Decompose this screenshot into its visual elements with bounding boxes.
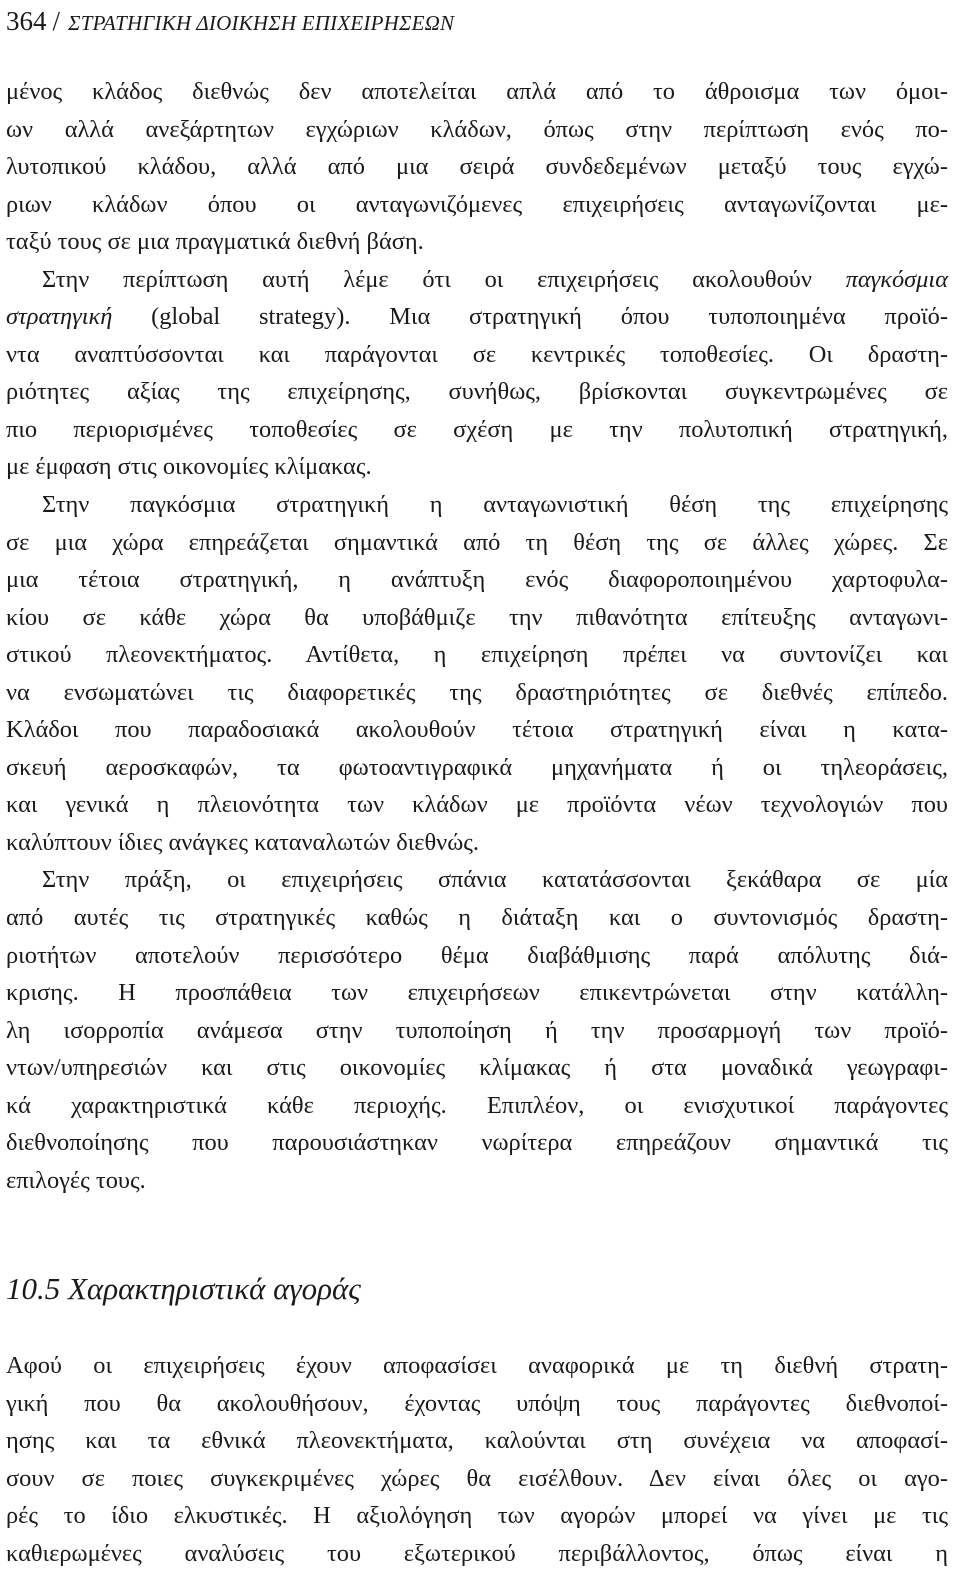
line-text: σε μια χώρα επηρεάζεται σημαντικά από τη θέση της σε άλλες χώρες. Σε	[6, 528, 948, 556]
text-line	[6, 824, 948, 862]
text-line	[6, 937, 948, 975]
text-line	[6, 786, 948, 824]
text-line	[6, 749, 948, 787]
line-text: Κλάδοι που παραδοσιακά ακολουθούν τέτοια στρατηγική είναι η κατα-	[6, 716, 948, 744]
text-line	[6, 448, 948, 486]
line-text: από αυτές τις στρατηγικές καθώς η διάταξη και ο συντονισμός δραστη-	[6, 904, 948, 932]
line-text: κίου σε κάθε χώρα θα υποβάθμιζε την πιθανότητα επίτευξης ανταγωνι-	[6, 603, 948, 631]
text-line	[6, 524, 948, 562]
line-text: μένος κλάδος διεθνώς δεν αποτελείται απλά από το άθροισμα των όμοι-	[6, 78, 948, 105]
line-text: ντων/υπηρεσιών και στις οικονομίες κλίμακας ή στα μοναδικά γεωγραφι-	[6, 1054, 948, 1082]
page-number: 364	[6, 6, 47, 36]
text-line	[6, 636, 948, 674]
text-line	[6, 223, 948, 261]
text-line	[6, 599, 948, 637]
line-text: σκευή αεροσκαφών, τα φωτοαντιγραφικά μηχανήματα ή οι τηλεοράσεις,	[6, 753, 948, 781]
text-line	[6, 711, 948, 749]
text-line	[6, 411, 948, 449]
text-line	[6, 1497, 948, 1535]
line-text: (global strategy). Μια στρατηγική όπου τυποποιημένα προϊό-	[112, 303, 948, 331]
header-separator: /	[52, 6, 61, 36]
line-text: ησης και τα εθνικά πλεονεκτήματα, καλούνται στη συνέχεια να αποφασί-	[6, 1427, 948, 1455]
section-heading: 10.5 Χαρακτηριστικά αγοράς	[6, 1271, 361, 1306]
italic-term: παγκόσμια	[845, 265, 948, 293]
line-text: ρές το ίδιο ελκυστικές. Η αξιολόγηση των αγορών μπορεί να γίνει με τις	[6, 1502, 948, 1530]
line-text: Στην παγκόσμια στρατηγική η ανταγωνιστική θέση της επιχείρησης	[42, 491, 948, 519]
line-text: και γενικά η πλειονότητα των κλάδων με προϊόντα νέων τεχνολογιών που	[6, 791, 948, 819]
text-line	[6, 1460, 948, 1498]
text-line	[6, 1385, 948, 1423]
line-text: σουν σε ποιες συγκεκριμένες χώρες θα εισέλθουν. Δεν είναι όλες οι αγο-	[6, 1464, 948, 1492]
line-text: γική που θα ακολουθήσουν, έχοντας υπόψη τους παράγοντες διεθνοποί-	[6, 1389, 948, 1417]
line-text: να ενσωματώνει τις διαφορετικές της δραστηριότητες σε διεθνές επίπεδο.	[6, 678, 948, 706]
line-text: ριων κλάδων όπου οι ανταγωνιζόμενες επιχειρήσεις ανταγωνίζονται με-	[6, 190, 948, 218]
text-line	[6, 974, 948, 1012]
text-line	[6, 561, 948, 599]
text-line	[6, 1162, 948, 1200]
line-text: Στην περίπτωση αυτή λέμε ότι οι επιχειρήσεις ακολουθούν	[42, 265, 846, 293]
text-line	[6, 1422, 948, 1460]
line-text: πιο περιορισμένες τοποθεσίες σε σχέση με την πολυτοπική στρατηγική,	[6, 415, 948, 443]
line-text: ταξύ τους σε μια πραγματικά διεθνή βάση.	[6, 228, 424, 256]
running-header	[6, 2, 454, 42]
text-line	[6, 261, 948, 299]
text-line	[6, 861, 948, 899]
line-text: Στην πράξη, οι επιχειρήσεις σπάνια κατατάσσονται ξεκάθαρα σε μία	[42, 866, 948, 894]
text-line	[6, 111, 948, 149]
text-line	[6, 186, 948, 224]
body-text-block-2	[6, 1347, 948, 1572]
line-text: με έμφαση στις οικονομίες κλίμακας.	[6, 453, 372, 481]
text-line	[6, 373, 948, 411]
text-line	[6, 298, 948, 336]
text-line	[6, 486, 948, 524]
italic-term: στρατηγική	[6, 303, 113, 331]
line-text: μια τέτοια στρατηγική, η ανάπτυξη ενός διαφοροποιημένου χαρτοφυλα-	[6, 566, 948, 594]
book-title: ΣΤΡΑΤΗΓΙΚΗ ΔΙΟΙΚΗΣΗ ΕΠΙΧΕΙΡΗΣΕΩΝ	[68, 11, 455, 35]
line-text: κά χαρακτηριστικά κάθε περιοχής. Επιπλέον, οι ενισχυτικοί παράγοντες	[6, 1091, 948, 1119]
text-line	[6, 899, 948, 937]
text-line	[6, 1535, 948, 1573]
text-line	[6, 1087, 948, 1125]
text-line	[6, 674, 948, 712]
text-line	[6, 148, 948, 186]
line-text: ριότητες αξίας της επιχείρησης, συνήθως, βρίσκονται συγκεντρωμένες σε	[6, 378, 948, 406]
body-text-block-1	[6, 73, 948, 1199]
text-line	[6, 73, 948, 111]
text-line	[6, 1012, 948, 1050]
line-text: κρισης. Η προσπάθεια των επιχειρήσεων επικεντρώνεται στην κατάλλη-	[6, 979, 948, 1007]
line-text: στικού πλεονεκτήματος. Αντίθετα, η επιχείρηση πρέπει να συντονίζει και	[6, 641, 948, 669]
text-line	[6, 1347, 948, 1385]
line-text: ων αλλά ανεξάρτητων εγχώριων κλάδων, όπως στην περίπτωση ενός πο-	[6, 115, 948, 143]
text-line	[6, 1124, 948, 1162]
line-text: Αφού οι επιχειρήσεις έχουν αποφασίσει αναφορικά με τη διεθνή στρατη-	[6, 1352, 948, 1379]
line-text: διεθνοποίησης που παρουσιάστηκαν νωρίτερα επηρεάζουν σημαντικά τις	[6, 1129, 948, 1157]
text-line	[6, 336, 948, 374]
line-text: ριοτήτων αποτελούν περισσότερο θέμα διαβάθμισης παρά απόλυτης διά-	[6, 941, 948, 969]
line-text: καθιερωμένες αναλύσεις του εξωτερικού περιβάλλοντος, όπως είναι η	[6, 1539, 948, 1567]
line-text: ντα αναπτύσσονται και παράγονται σε κεντρικές τοποθεσίες. Οι δραστη-	[6, 340, 948, 368]
line-text: επιλογές τους.	[6, 1166, 146, 1194]
line-text: λυτοπικού κλάδου, αλλά από μια σειρά συνδεδεμένων μεταξύ τους εγχώ-	[6, 153, 948, 181]
line-text: λη ισορροπία ανάμεσα στην τυποποίηση ή την προσαρμογή των προϊό-	[6, 1016, 948, 1044]
text-line	[6, 1049, 948, 1087]
line-text: καλύπτουν ίδιες ανάγκες καταναλωτών διεθνώς.	[6, 828, 480, 856]
